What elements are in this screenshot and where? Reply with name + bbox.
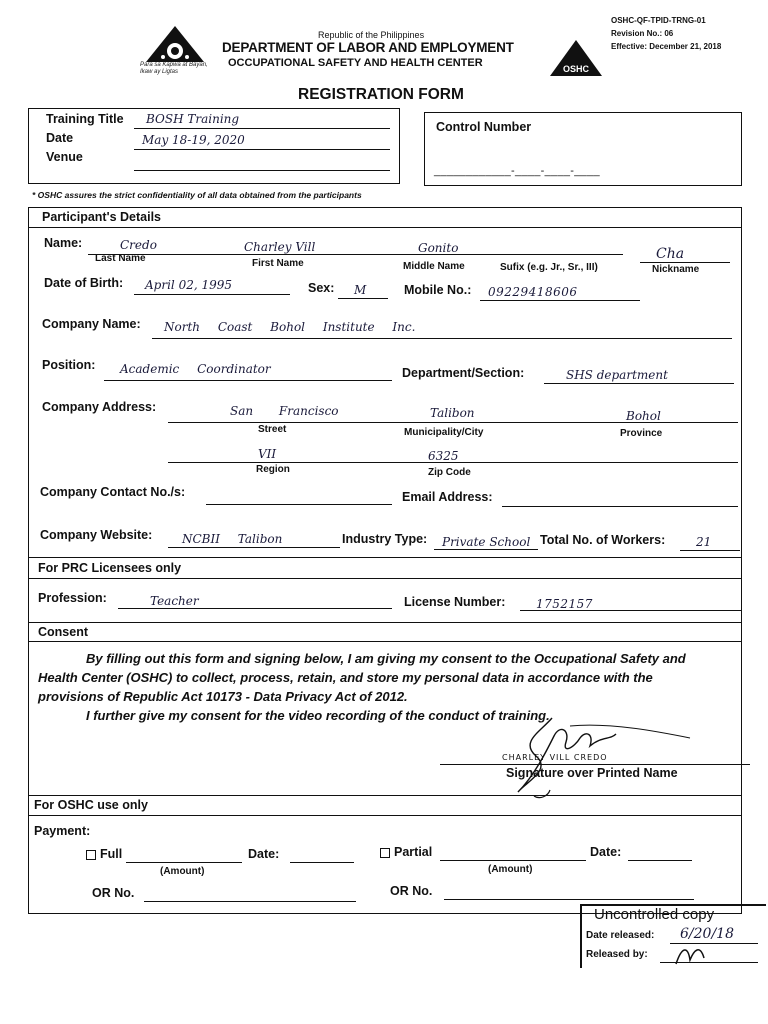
dob-line bbox=[134, 294, 290, 295]
zip-value[interactable]: 6325 bbox=[428, 449, 459, 463]
nickname-caption: Nickname bbox=[652, 264, 700, 275]
stamp-date-value: 6/20/18 bbox=[680, 926, 734, 942]
profession-line bbox=[118, 608, 392, 609]
department-value[interactable]: SHS department bbox=[566, 368, 668, 382]
prc-bottom-rule bbox=[28, 578, 742, 579]
street-value[interactable]: San Francisco bbox=[230, 404, 339, 418]
revision: Revision No.: 06 bbox=[611, 29, 674, 38]
logo-tagline: Para sa Kapwa at Bayan, Ikaw ay Ligtas bbox=[140, 62, 208, 75]
email-line bbox=[502, 506, 738, 507]
middle-name-caption: Middle Name bbox=[403, 261, 465, 272]
suffix-caption: Sufix (e.g. Jr., Sr., III) bbox=[500, 262, 598, 273]
partial-date-line bbox=[628, 860, 692, 861]
website-label: Company Website: bbox=[40, 528, 153, 542]
center-title: OCCUPATIONAL SAFETY AND HEALTH CENTER bbox=[228, 57, 483, 69]
region-value[interactable]: VII bbox=[258, 447, 277, 461]
department-label: Department/Section: bbox=[402, 366, 525, 380]
province-value[interactable]: Bohol bbox=[626, 409, 661, 423]
website-value[interactable]: NCBII Talibon bbox=[182, 532, 283, 546]
sex-value[interactable]: M bbox=[354, 283, 367, 297]
nickname-value[interactable]: Cha bbox=[656, 246, 685, 262]
workers-value[interactable]: 21 bbox=[696, 535, 712, 549]
control-number-label: Control Number bbox=[436, 120, 532, 134]
doc-code: OSHC-QF-TPID-TRNG-01 bbox=[611, 16, 706, 25]
mobile-label: Mobile No.: bbox=[404, 283, 472, 297]
last-name-caption: Last Name bbox=[95, 253, 146, 264]
signature-line bbox=[440, 764, 750, 765]
full-checkbox[interactable] bbox=[86, 850, 96, 860]
first-name-value[interactable]: Charley Vill bbox=[244, 240, 316, 254]
training-venue-line bbox=[134, 170, 390, 171]
partial-amount-line bbox=[440, 860, 586, 861]
prc-top-rule bbox=[28, 557, 742, 558]
name-line bbox=[88, 254, 623, 255]
consent-top-rule bbox=[28, 622, 742, 623]
consent-paragraph-1: By filling out this form and signing below, I am giving my consent to the Occupational Safety and Health Center (OSHC) to collect, process, retain, and store my personal data in accordance with the provisions of Republic Act 10173 - Data Privacy Act of 2012. bbox=[38, 651, 686, 704]
control-number-field[interactable]: ____________-____-____-____ bbox=[434, 165, 600, 177]
dob-value[interactable]: April 02, 1995 bbox=[145, 278, 233, 292]
industry-label: Industry Type: bbox=[342, 532, 428, 546]
or-no-line-1 bbox=[144, 901, 356, 902]
last-name-value[interactable]: Credo bbox=[120, 238, 157, 252]
company-address-label: Company Address: bbox=[42, 400, 157, 414]
workers-line bbox=[680, 550, 740, 551]
middle-name-value[interactable]: Gonito bbox=[418, 241, 459, 255]
or-no-line-2 bbox=[444, 899, 694, 900]
training-title-value[interactable]: BOSH Training bbox=[146, 112, 240, 126]
oshc-logo bbox=[548, 38, 604, 78]
contact-label: Company Contact No./s: bbox=[40, 485, 186, 499]
partial-checkbox[interactable] bbox=[380, 848, 390, 858]
department-line bbox=[544, 383, 734, 384]
email-label: Email Address: bbox=[402, 490, 493, 504]
stamp-released-label: Released by: bbox=[586, 949, 648, 960]
payment-label: Payment: bbox=[34, 824, 91, 838]
province-caption: Province bbox=[620, 428, 663, 439]
or-no-label-2: OR No. bbox=[390, 884, 433, 898]
training-date-line bbox=[134, 149, 390, 150]
profession-value[interactable]: Teacher bbox=[150, 594, 199, 608]
position-line bbox=[104, 380, 392, 381]
industry-value[interactable]: Private School bbox=[442, 535, 531, 549]
city-caption: Municipality/City bbox=[404, 427, 484, 438]
republic-text: Republic of the Philippines bbox=[318, 30, 425, 40]
industry-line bbox=[434, 549, 538, 550]
oshc-top-rule bbox=[28, 795, 742, 796]
contact-line bbox=[206, 504, 392, 505]
position-value[interactable]: Academic Coordinator bbox=[120, 362, 271, 376]
oshc-bottom-rule bbox=[28, 815, 742, 816]
partial-label: Partial bbox=[394, 845, 433, 859]
participant-header-rule bbox=[28, 227, 742, 228]
full-option[interactable] bbox=[86, 847, 122, 861]
mobile-line bbox=[480, 300, 640, 301]
stamp-initials bbox=[668, 942, 720, 968]
dob-label: Date of Birth: bbox=[44, 276, 124, 290]
training-title-line bbox=[134, 128, 390, 129]
participant-section-title: Participant's Details bbox=[42, 210, 161, 224]
company-name-label: Company Name: bbox=[42, 317, 141, 331]
stamp-title: Uncontrolled copy bbox=[594, 906, 715, 923]
full-date-line bbox=[290, 862, 354, 863]
stamp-date-label: Date released: bbox=[586, 930, 655, 941]
full-amount-caption: (Amount) bbox=[160, 866, 205, 877]
name-label: Name: bbox=[44, 236, 83, 250]
nickname-line bbox=[640, 262, 730, 263]
signature-caption: Signature over Printed Name bbox=[506, 766, 678, 780]
training-date-label: Date bbox=[46, 131, 74, 145]
street-caption: Street bbox=[258, 424, 287, 435]
license-line bbox=[520, 610, 742, 611]
first-name-caption: First Name bbox=[252, 258, 304, 269]
consent-bottom-rule bbox=[28, 641, 742, 642]
form-title: REGISTRATION FORM bbox=[298, 86, 464, 103]
city-value[interactable]: Talibon bbox=[430, 406, 475, 420]
sex-label: Sex: bbox=[308, 281, 335, 295]
full-date-label: Date: bbox=[248, 847, 280, 861]
region-zip-line bbox=[168, 462, 738, 463]
mobile-value[interactable]: 09229418606 bbox=[488, 285, 578, 299]
profession-label: Profession: bbox=[38, 591, 107, 605]
training-title-label: Training Title bbox=[46, 112, 124, 126]
training-venue-label: Venue bbox=[46, 150, 83, 164]
partial-option[interactable] bbox=[380, 845, 432, 859]
stamp-released-line bbox=[660, 962, 758, 963]
partial-date-label: Date: bbox=[590, 845, 622, 859]
license-label: License Number: bbox=[404, 595, 506, 609]
position-label: Position: bbox=[42, 358, 96, 372]
zip-caption: Zip Code bbox=[428, 467, 471, 478]
partial-amount-caption: (Amount) bbox=[488, 864, 533, 875]
workers-label: Total No. of Workers: bbox=[540, 533, 666, 547]
address-line bbox=[168, 422, 738, 423]
company-name-value[interactable]: North Coast Bohol Institute Inc. bbox=[164, 320, 416, 334]
training-date-value[interactable]: May 18-19, 2020 bbox=[142, 133, 245, 147]
department-title: DEPARTMENT OF LABOR AND EMPLOYMENT bbox=[222, 40, 514, 55]
privacy-note: * OSHC assures the strict confidentiality of all data obtained from the participants bbox=[32, 190, 362, 200]
region-caption: Region bbox=[256, 464, 290, 475]
consent-section-title: Consent bbox=[38, 625, 88, 639]
oshc-logo-text: OSHC bbox=[562, 64, 590, 74]
company-name-line bbox=[152, 338, 732, 339]
full-label: Full bbox=[100, 847, 123, 861]
license-value[interactable]: 1752157 bbox=[536, 597, 593, 611]
printed-name: CHARLEY VILL CREDO bbox=[502, 753, 608, 762]
full-amount-line bbox=[126, 862, 242, 863]
oshc-section-title: For OSHC use only bbox=[34, 798, 148, 812]
sex-line bbox=[338, 298, 388, 299]
effective-date: Effective: December 21, 2018 bbox=[611, 42, 722, 51]
or-no-label-1: OR No. bbox=[92, 886, 135, 900]
consent-paragraph-2: I further give my consent for the video recording of the conduct of training. bbox=[86, 708, 550, 723]
prc-section-title: For PRC Licensees only bbox=[38, 561, 182, 575]
website-line bbox=[168, 547, 340, 548]
